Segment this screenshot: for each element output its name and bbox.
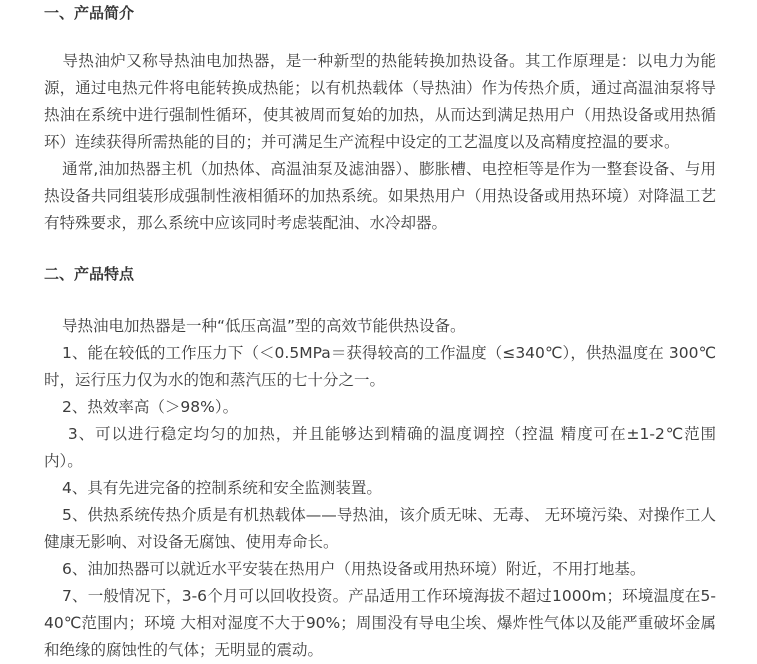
section-heading-intro: 一、产品简介 bbox=[44, 4, 135, 22]
feature-item-1: 1、能在较低的工作压力下（＜0.5MPa＝获得较高的工作温度（≤340℃），供热温度在 300℃时，运行压力仅为水的饱和蒸汽压的七十分之一。 bbox=[44, 344, 716, 389]
paragraph-principle: 导热油炉又称导热油电加热器，是一种新型的热能转换加热设备。其工作原理是：以电力为能源，通过电热元件将电能转换成热能；以有机热载体（导热油）作为传热介质，通过高温油泵将导热油在系统中进行强制性循环，使其被周而复始的加热，从而达到满足热用户（用热设备或用热循环）连续获得所需热能的目的；并可满足生产流程中设定的工艺温度以及高精度控温的要求。 bbox=[44, 52, 716, 151]
feature-item-4: 4、具有先进完备的控制系统和安全监测装置。 bbox=[62, 479, 382, 497]
feature-item-6: 6、油加热器可以就近水平安装在热用户（用热设备或用热环境）附近，不用打地基。 bbox=[62, 560, 646, 578]
paragraph-system: 通常,油加热器主机（加热体、高温油泵及滤油器）、膨胀槽、电控柜等是作为一整套设备、与用热设备共同组装形成强制性液相循环的加热系统。如果热用户（用热设备或用热环境）对降温工艺有特殊要求，那么系统中应该同时考虑装配油、水冷却器。 bbox=[44, 160, 716, 232]
section-heading-features: 二、产品特点 bbox=[44, 265, 135, 283]
feature-item-2: 2、热效率高（＞98%）。 bbox=[62, 398, 239, 416]
feature-item-3: 3、可以进行稳定均匀的加热，并且能够达到精确的温度调控（控温 精度可在±1-2℃范围内）。 bbox=[44, 425, 716, 470]
paragraph-features-intro: 导热油电加热器是一种“低压高温”型的高效节能供热设备。 bbox=[62, 317, 466, 335]
feature-item-7: 7、一般情况下，3-6个月可以回收投资。产品适用工作环境海拔不超过1000m；环境温度在5-40℃范围内；环境 大相对湿度不大于90%；周围没有导电尘埃、爆炸性气体以及能严重破坏金属和绝缘的腐蚀性的气体；无明显的震动。 bbox=[44, 587, 716, 659]
feature-item-5: 5、供热系统传热介质是有机热载体——导热油，该介质无味、无毒、 无环境污染、对操作工人健康无影响、对设备无腐蚀、使用寿命长。 bbox=[44, 506, 716, 551]
